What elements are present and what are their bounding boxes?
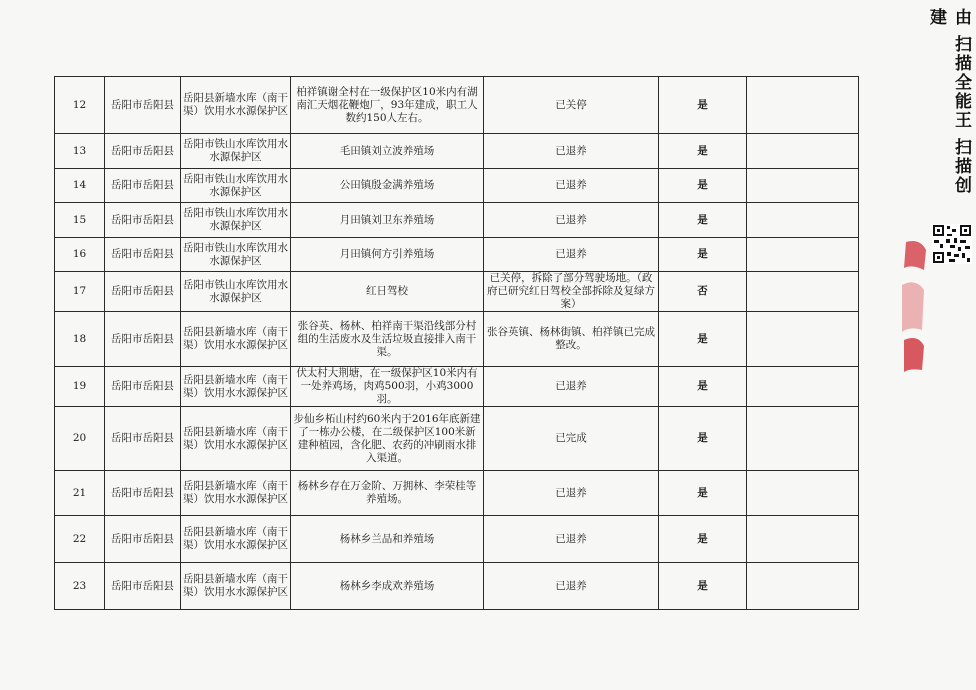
row-water-source: 岳阳市铁山水库饮用水水源保护区 (181, 272, 291, 312)
row-water-source: 岳阳市铁山水库饮用水水源保护区 (181, 169, 291, 203)
row-completed: 是 (659, 407, 747, 471)
row-completed: 是 (659, 203, 747, 238)
row-remarks (747, 407, 859, 471)
row-number: 12 (55, 77, 105, 134)
row-number: 15 (55, 203, 105, 238)
row-number: 14 (55, 169, 105, 203)
row-county: 岳阳市岳阳县 (105, 272, 181, 312)
row-issue: 毛田镇刘立波养殖场 (291, 134, 484, 169)
row-county: 岳阳市岳阳县 (105, 516, 181, 563)
row-completed: 是 (659, 238, 747, 272)
row-county: 岳阳市岳阳县 (105, 169, 181, 203)
row-number: 13 (55, 134, 105, 169)
row-issue: 柏祥镇谢全村在一级保护区10米内有湖南汇天烟花鞭炮厂，93年建成，职工人数约150人左右。 (291, 77, 484, 134)
row-county: 岳阳市岳阳县 (105, 471, 181, 516)
row-completed: 是 (659, 367, 747, 407)
rectification-table (54, 76, 859, 610)
row-status: 已完成 (484, 407, 659, 471)
table-row (55, 77, 859, 134)
row-water-source: 岳阳县新墙水库（南干渠）饮用水水源保护区 (181, 407, 291, 471)
table-row (55, 134, 859, 169)
row-status: 已关停，拆除了部分驾驶场地。（政府已研究红日驾校全部拆除及复绿方案） (484, 272, 659, 312)
row-number: 23 (55, 563, 105, 610)
row-number: 21 (55, 471, 105, 516)
row-status: 已退养 (484, 134, 659, 169)
row-issue: 杨林乡存在万金阶、万拥林、李荣桂等养殖场。 (291, 471, 484, 516)
row-completed: 是 (659, 563, 747, 610)
row-remarks (747, 77, 859, 134)
row-county: 岳阳市岳阳县 (105, 77, 181, 134)
row-number: 19 (55, 367, 105, 407)
row-issue: 张谷英、杨林、柏祥南干渠沿线部分村组的生活废水及生活垃圾直接排入南干渠。 (291, 312, 484, 367)
row-status: 已退养 (484, 563, 659, 610)
row-remarks (747, 203, 859, 238)
row-remarks (747, 312, 859, 367)
row-county: 岳阳市岳阳县 (105, 203, 181, 238)
qr-code-icon (932, 224, 972, 264)
row-status: 已退养 (484, 203, 659, 238)
table-row (55, 238, 859, 272)
row-completed: 否 (659, 272, 747, 312)
row-completed: 是 (659, 169, 747, 203)
row-number: 18 (55, 312, 105, 367)
row-water-source: 岳阳县新墙水库（南干渠）饮用水水源保护区 (181, 367, 291, 407)
row-issue: 杨林乡兰品和养殖场 (291, 516, 484, 563)
table-row (55, 407, 859, 471)
table-body (55, 77, 859, 610)
row-county: 岳阳市岳阳县 (105, 134, 181, 169)
row-water-source: 岳阳市铁山水库饮用水水源保护区 (181, 238, 291, 272)
row-status: 已退养 (484, 169, 659, 203)
row-status: 已退养 (484, 238, 659, 272)
row-completed: 是 (659, 134, 747, 169)
row-issue: 红日驾校 (291, 272, 484, 312)
row-remarks (747, 471, 859, 516)
row-status: 张谷英镇、杨林街镇、柏祥镇已完成整改。 (484, 312, 659, 367)
row-issue: 公田镇殷金满养殖场 (291, 169, 484, 203)
table-row (55, 367, 859, 407)
row-water-source: 岳阳县新墙水库（南干渠）饮用水水源保护区 (181, 563, 291, 610)
row-completed: 是 (659, 516, 747, 563)
red-seal-stamp (898, 230, 928, 380)
row-issue: 步仙乡柘山村约60米内于2016年底新建了一栋办公楼，在二级保护区100米新建种植园，含化肥、农药的冲刷雨水排入渠道。 (291, 407, 484, 471)
row-completed: 是 (659, 77, 747, 134)
row-remarks (747, 563, 859, 610)
row-remarks (747, 516, 859, 563)
table-row (55, 471, 859, 516)
row-issue: 月田镇何方引养殖场 (291, 238, 484, 272)
row-number: 22 (55, 516, 105, 563)
row-county: 岳阳市岳阳县 (105, 367, 181, 407)
table-row (55, 312, 859, 367)
table-row (55, 203, 859, 238)
row-water-source: 岳阳县新墙水库（南干渠）饮用水水源保护区 (181, 312, 291, 367)
row-remarks (747, 169, 859, 203)
row-water-source: 岳阳县新墙水库（南干渠）饮用水水源保护区 (181, 471, 291, 516)
row-status: 已退养 (484, 471, 659, 516)
row-remarks (747, 272, 859, 312)
table-row (55, 563, 859, 610)
row-remarks (747, 367, 859, 407)
row-issue: 杨林乡李成欢养殖场 (291, 563, 484, 610)
table-row (55, 516, 859, 563)
row-county: 岳阳市岳阳县 (105, 312, 181, 367)
row-number: 16 (55, 238, 105, 272)
row-water-source: 岳阳市铁山水库饮用水水源保护区 (181, 134, 291, 169)
row-water-source: 岳阳县新墙水库（南干渠）饮用水水源保护区 (181, 516, 291, 563)
row-issue: 月田镇刘卫东养殖场 (291, 203, 484, 238)
row-number: 20 (55, 407, 105, 471)
row-number: 17 (55, 272, 105, 312)
row-completed: 是 (659, 471, 747, 516)
row-status: 已退养 (484, 367, 659, 407)
row-county: 岳阳市岳阳县 (105, 563, 181, 610)
row-county: 岳阳市岳阳县 (105, 238, 181, 272)
row-status: 已关停 (484, 77, 659, 134)
row-county: 岳阳市岳阳县 (105, 407, 181, 471)
table-row (55, 272, 859, 312)
row-status: 已退养 (484, 516, 659, 563)
table-row (55, 169, 859, 203)
row-water-source: 岳阳市铁山水库饮用水水源保护区 (181, 203, 291, 238)
row-remarks (747, 238, 859, 272)
row-water-source: 岳阳县新墙水库（南干渠）饮用水水源保护区 (181, 77, 291, 134)
scanner-watermark: 由 扫描全能王 扫描创建 (926, 8, 971, 195)
row-remarks (747, 134, 859, 169)
row-issue: 伏太村大荆塘，在一级保护区10米内有一处养鸡场，肉鸡500羽，小鸡3000羽。 (291, 367, 484, 407)
row-completed: 是 (659, 312, 747, 367)
